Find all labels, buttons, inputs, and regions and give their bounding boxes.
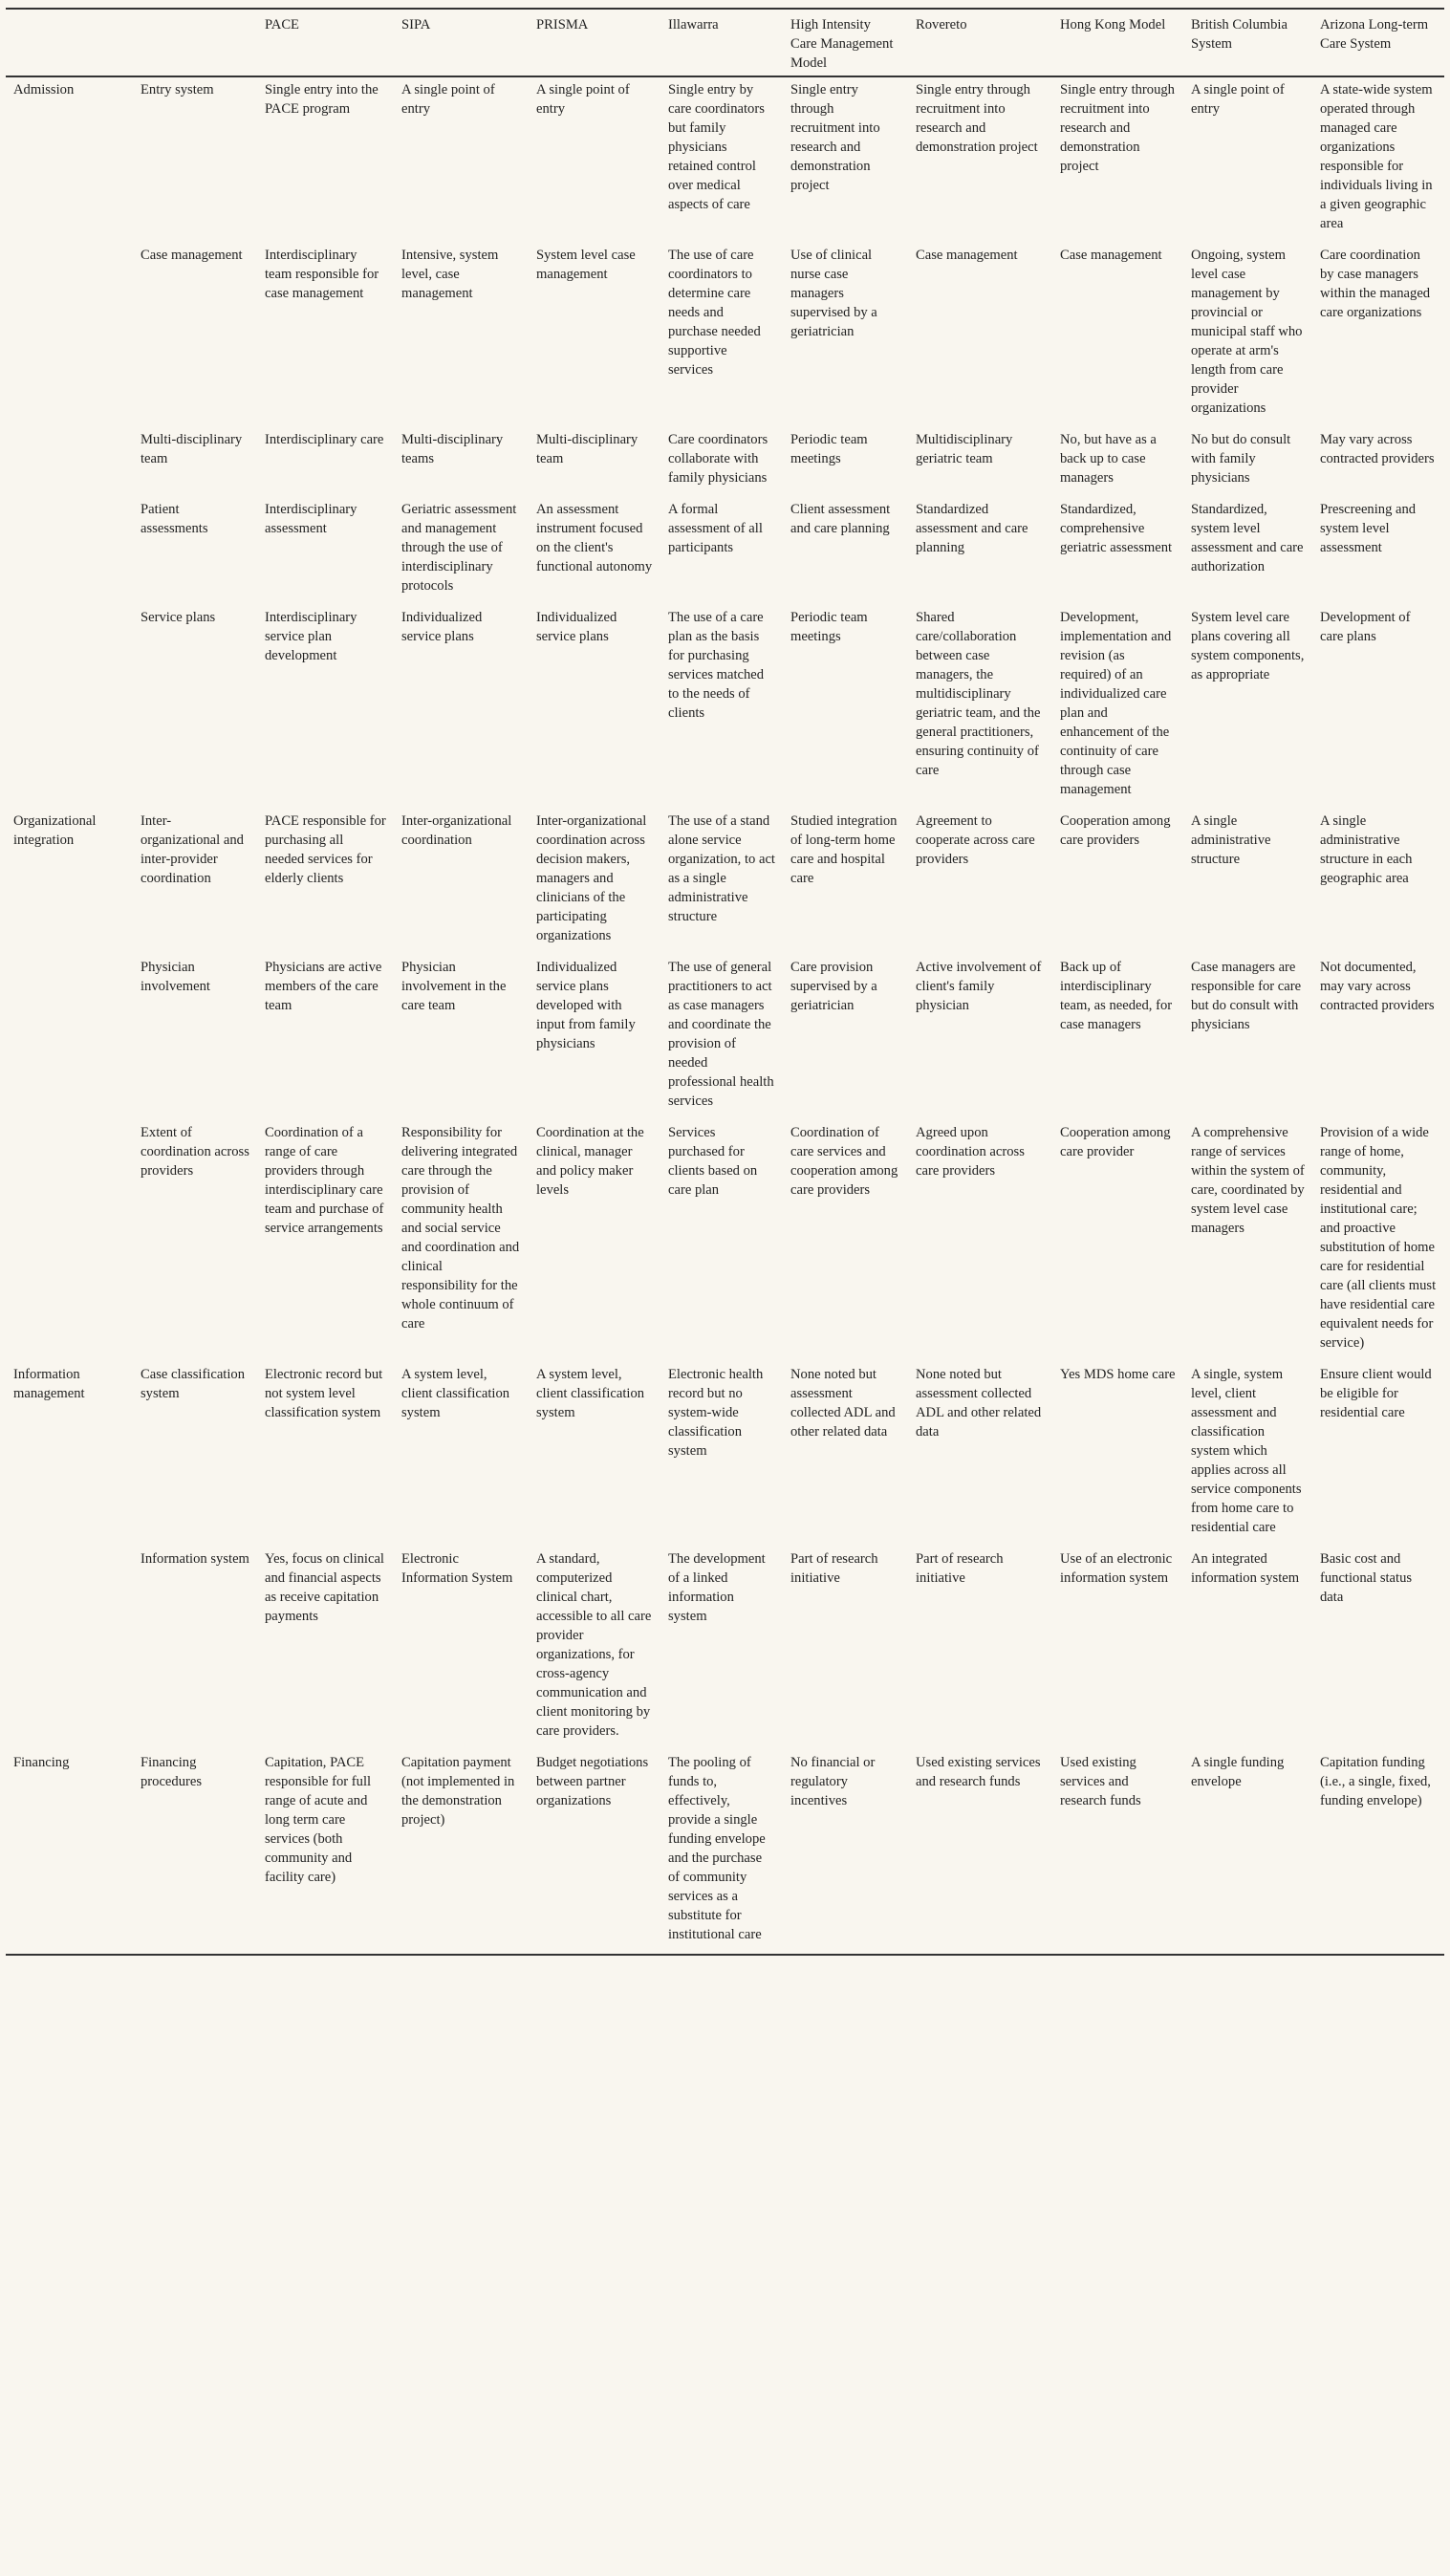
table-cell: Capitation, PACE responsible for full range of acute and long term care services (both community and facility care) [265, 1755, 372, 1885]
table-cell: Cooperation among care providers [1060, 813, 1171, 848]
table-cell: Basic cost and functional status data [1320, 1551, 1413, 1605]
row-item-label: Financing procedures [141, 1755, 203, 1789]
table-cell: Case management [1060, 248, 1162, 263]
table-cell: Use of clinical nurse case managers supervised by a geriatrician [790, 248, 877, 339]
table-cell: Case managers are responsible for care but do consult with physicians [1191, 960, 1302, 1032]
row-group-label: Information management [13, 1367, 85, 1401]
row-group-label [6, 243, 133, 427]
table-row [6, 1362, 1444, 1547]
table-cell: Cooperation among care provider [1060, 1125, 1171, 1159]
table-cell: Care coordination by case managers within the managed care organizations [1320, 248, 1431, 320]
table-cell: A system level, client classification system [536, 1367, 645, 1420]
table-cell: A single, system level, client assessment and classification system which applies across all service components from home care to residential care [1191, 1367, 1302, 1535]
table-cell: Responsibility for delivering integrated care through the provision of community health and social service and coordination and clinical responsibility for the whole continuum of care [401, 1125, 520, 1331]
table-cell: PACE responsible for purchasing all needed services for elderly clients [265, 813, 386, 886]
table-cell: Electronic record but not system level classification system [265, 1367, 383, 1420]
table-cell: The use of general practitioners to act as case managers and coordinate the provision of needed professional health services [668, 960, 774, 1109]
comparison-table [6, 8, 1444, 1956]
table-cell: May vary across contracted providers [1320, 432, 1435, 466]
row-item-label: Case management [141, 248, 243, 263]
table-cell: Development, implementation and revision (as required) of an individualized care plan and enhancement of the continuity of care through case management [1060, 610, 1172, 797]
row-item-label: Case classification system [141, 1367, 246, 1401]
table-cell: Individualized service plans [401, 610, 483, 644]
table-cell: A comprehensive range of services within the system of care, coordinated by system level case managers [1191, 1125, 1305, 1236]
row-group-label [6, 605, 133, 809]
table-cell: Not documented, may vary across contracted providers [1320, 960, 1435, 1013]
table-cell: Used existing services and research funds [1060, 1755, 1141, 1808]
table-cell: Agreement to cooperate across care providers [916, 813, 1035, 867]
table-cell: Yes MDS home care [1060, 1367, 1176, 1382]
table-row [6, 427, 1444, 497]
table-cell: Agreed upon coordination across care providers [916, 1125, 1025, 1179]
table-cell: Capitation funding (i.e., a single, fixed, funding envelope) [1320, 1755, 1431, 1808]
table-cell: Multi-disciplinary teams [401, 432, 504, 466]
row-group-label [6, 497, 133, 605]
table-cell: Studied integration of long-term home care and hospital care [790, 813, 898, 886]
table-cell: Physicians are active members of the care team [265, 960, 382, 1013]
table-cell: A single point of entry [401, 82, 495, 117]
table-cell: Individualized service plans developed with input from family physicians [536, 960, 636, 1051]
row-item-label: Information system [141, 1551, 249, 1567]
header-row [6, 9, 1444, 76]
table-row [6, 76, 1444, 243]
row-item-label: Service plans [141, 610, 216, 625]
column-header [6, 9, 133, 76]
table-cell: None noted but assessment collected ADL and other related data [916, 1367, 1042, 1440]
table-cell: None noted but assessment collected ADL and other related data [790, 1367, 896, 1440]
column-header: Arizona Long-term Care System [1320, 17, 1429, 52]
table-cell: Intensive, system level, case management [401, 248, 499, 301]
table-cell: Inter-organizational coordination [401, 813, 512, 848]
table-cell: Case management [916, 248, 1018, 263]
row-item-label: Extent of coordination across providers [141, 1125, 249, 1179]
column-header: British Columbia System [1191, 17, 1288, 52]
table-cell: Standardized assessment and care planning [916, 502, 1028, 555]
row-group-label: Admission [13, 82, 75, 97]
row-group-label [6, 1120, 133, 1362]
column-header: Illawarra [668, 17, 719, 32]
table-cell: Coordination of care services and cooperation among care providers [790, 1125, 898, 1198]
table-cell: A single point of entry [1191, 82, 1285, 117]
table-cell: Electronic health record but no system-wide classification system [668, 1367, 764, 1459]
column-header: Hong Kong Model [1060, 17, 1166, 32]
table-cell: Periodic team meetings [790, 432, 868, 466]
table-cell: Care coordinators collaborate with family physicians [668, 432, 768, 486]
row-item-label: Multi-disciplinary team [141, 432, 243, 466]
table-row [6, 1750, 1444, 1955]
column-header: High Intensity Care Management Model [790, 17, 894, 71]
table-cell: Part of research initiative [916, 1551, 1004, 1586]
table-cell: Prescreening and system level assessment [1320, 502, 1417, 555]
row-item-label: Patient assessments [141, 502, 208, 536]
table-cell: Use of an electronic information system [1060, 1551, 1173, 1586]
table-cell: A single funding envelope [1191, 1755, 1285, 1789]
column-header: Rovereto [916, 17, 967, 32]
row-group-label [6, 955, 133, 1120]
table-cell: Single entry into the PACE program [265, 82, 379, 117]
table-cell: A standard, computerized clinical chart, accessible to all care provider organizations, for cross-agency communication and client monitoring by care providers. [536, 1551, 652, 1739]
table-row [6, 955, 1444, 1120]
table-cell: No financial or regulatory incentives [790, 1755, 876, 1808]
table-cell: Standardized, system level assessment and care authorization [1191, 502, 1304, 574]
table-cell: System level care plans covering all system components, as appropriate [1191, 610, 1305, 682]
table-cell: An assessment instrument focused on the client's functional autonomy [536, 502, 653, 574]
table-cell: Part of research initiative [790, 1551, 878, 1586]
table-cell: Single entry by care coordinators but family physicians retained control over medical aspects of care [668, 82, 765, 212]
table-cell: An integrated information system [1191, 1551, 1300, 1586]
table-cell: A system level, client classification system [401, 1367, 510, 1420]
table-row [6, 809, 1444, 955]
table-cell: Interdisciplinary team responsible for case management [265, 248, 379, 301]
column-header: PACE [265, 17, 299, 32]
row-item-label: Entry system [141, 82, 214, 97]
table-cell: Coordination at the clinical, manager and policy maker levels [536, 1125, 644, 1198]
table-cell: Development of care plans [1320, 610, 1411, 644]
table-cell: System level case management [536, 248, 636, 282]
row-group-label [6, 427, 133, 497]
table-cell: The development of a linked information system [668, 1551, 766, 1624]
table-cell: Provision of a wide range of home, community, residential and institutional care; and proactive substitution of home care for residential care (all clients must have residential care equivalent needs for service) [1320, 1125, 1437, 1351]
table-cell: The use of a stand alone service organization, to act as a single administrative structure [668, 813, 775, 924]
table-cell: A formal assessment of all participants [668, 502, 763, 555]
table-row [6, 605, 1444, 809]
table-cell: Single entry through recruitment into research and demonstration project [916, 82, 1038, 155]
table-cell: Physician involvement in the care team [401, 960, 507, 1013]
column-header: PRISMA [536, 17, 589, 32]
table-cell: Interdisciplinary service plan development [265, 610, 357, 663]
table-cell: No, but have as a back up to case managers [1060, 432, 1157, 486]
table-cell: Interdisciplinary assessment [265, 502, 357, 536]
table-cell: Client assessment and care planning [790, 502, 891, 536]
table-cell: The use of care coordinators to determine care needs and purchase needed supportive services [668, 248, 761, 378]
table-cell: Standardized, comprehensive geriatric assessment [1060, 502, 1173, 555]
table-cell: Single entry through recruitment into research and demonstration project [790, 82, 880, 193]
table-cell: Shared care/collaboration between case managers, the multidisciplinary geriatric team, and the general practitioners, ensuring continuity of care [916, 610, 1041, 778]
table-cell: Back up of interdisciplinary team, as needed, for case managers [1060, 960, 1173, 1032]
table-cell: Multi-disciplinary team [536, 432, 638, 466]
table-cell: The use of a care plan as the basis for purchasing services matched to the needs of clients [668, 610, 765, 721]
row-group-label: Organizational integration [13, 813, 97, 848]
table-cell: Capitation payment (not implemented in the demonstration project) [401, 1755, 515, 1828]
table-row [6, 243, 1444, 427]
table-row [6, 1120, 1444, 1362]
table-cell: Budget negotiations between partner organizations [536, 1755, 649, 1808]
table-cell: Inter-organizational coordination across decision makers, managers and clinicians of the participating organizations [536, 813, 647, 943]
table-cell: A single point of entry [536, 82, 630, 117]
table-cell: Periodic team meetings [790, 610, 868, 644]
table-cell: Geriatric assessment and management through the use of interdisciplinary protocols [401, 502, 517, 594]
column-header [133, 9, 257, 76]
table-cell: The pooling of funds to, effectively, provide a single funding envelope and the purchase of community services as a substitute for institutional care [668, 1755, 766, 1942]
row-item-label: Inter-organizational and inter-provider coordination [141, 813, 244, 886]
table-cell: Active involvement of client's family physician [916, 960, 1042, 1013]
table-row [6, 497, 1444, 605]
table-cell: Multidisciplinary geriatric team [916, 432, 1013, 466]
table-cell: A state-wide system operated through managed care organizations responsible for individuals living in a given geographic area [1320, 82, 1433, 231]
table-cell: Interdisciplinary care [265, 432, 384, 447]
table-cell: Ongoing, system level case management by provincial or municipal staff who operate at arm's length from care provider organizations [1191, 248, 1303, 416]
row-group-label [6, 1547, 133, 1750]
table-cell: Electronic Information System [401, 1551, 513, 1586]
table-row [6, 1547, 1444, 1750]
table-cell: Ensure client would be eligible for residential care [1320, 1367, 1432, 1420]
table-cell: Services purchased for clients based on care plan [668, 1125, 758, 1198]
table-cell: Care provision supervised by a geriatrician [790, 960, 877, 1013]
column-header: SIPA [401, 17, 431, 32]
table-cell: Coordination of a range of care providers through interdisciplinary care team and purchase of service arrangements [265, 1125, 384, 1236]
table-cell: Yes, focus on clinical and financial aspects as receive capitation payments [265, 1551, 384, 1624]
table-cell: No but do consult with family physicians [1191, 432, 1291, 486]
table-cell: Individualized service plans [536, 610, 617, 644]
row-item-label: Physician involvement [141, 960, 210, 994]
row-group-label: Financing [13, 1755, 70, 1770]
table-cell: Used existing services and research funds [916, 1755, 1041, 1789]
table-cell: A single administrative structure in each geographic area [1320, 813, 1413, 886]
table-cell: A single administrative structure [1191, 813, 1271, 867]
table-cell: Single entry through recruitment into research and demonstration project [1060, 82, 1175, 174]
